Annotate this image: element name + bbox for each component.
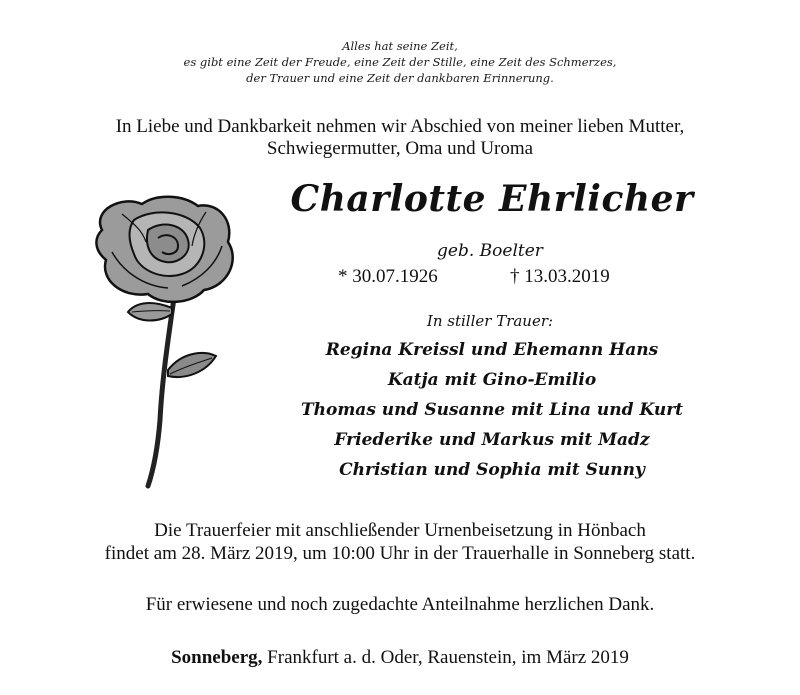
- motto-line: der Trauer und eine Zeit der dankbaren Erinnerung.: [246, 71, 554, 85]
- main-place: Sonneberg,: [171, 647, 263, 668]
- mourner-line: Friederike und Markus mit Madz: [334, 430, 650, 450]
- birth-name: geb. Boelter: [437, 241, 543, 261]
- mourners-list: [262, 335, 722, 485]
- rose-icon: [82, 190, 262, 490]
- deceased-name: Charlotte Ehrlicher: [290, 178, 694, 220]
- mourner-line: Thomas und Susanne mit Lina und Kurt: [300, 400, 684, 420]
- mourner-line: Christian und Sophia mit Sunny: [339, 460, 645, 480]
- intro-text: [0, 116, 800, 160]
- places-and-date: [0, 646, 800, 669]
- mourning-heading: In stiller Trauer:: [426, 312, 554, 330]
- intro-line: In Liebe und Dankbarkeit nehmen wir Abschied von meiner lieben Mutter,: [115, 116, 685, 137]
- funeral-service-info: [0, 519, 800, 565]
- thanks-text: Für erwiesene und noch zugedachte Anteilnahme herzlichen Dank.: [145, 594, 655, 615]
- other-places: Frankfurt a. d. Oder, Rauenstein, im März 2019: [262, 647, 629, 668]
- motto: [0, 38, 800, 86]
- mourner-line: Regina Kreissl und Ehemann Hans: [325, 340, 659, 360]
- birth-date: * 30.07.1926: [338, 266, 438, 287]
- service-line: findet am 28. März 2019, um 10:00 Uhr in der Trauerhalle in Sonneberg statt.: [104, 543, 696, 564]
- life-dates: [330, 265, 650, 289]
- mourner-line: Katja mit Gino-Emilio: [387, 370, 597, 390]
- service-line: Die Trauerfeier mit anschließender Urnenbeisetzung in Hönbach: [154, 520, 646, 541]
- motto-line: es gibt eine Zeit der Freude, eine Zeit der Stille, eine Zeit des Schmerzes,: [183, 55, 617, 69]
- intro-line: Schwiegermutter, Oma und Uroma: [266, 138, 534, 159]
- death-date: † 13.03.2019: [510, 266, 610, 287]
- motto-line: Alles hat seine Zeit,: [342, 39, 458, 53]
